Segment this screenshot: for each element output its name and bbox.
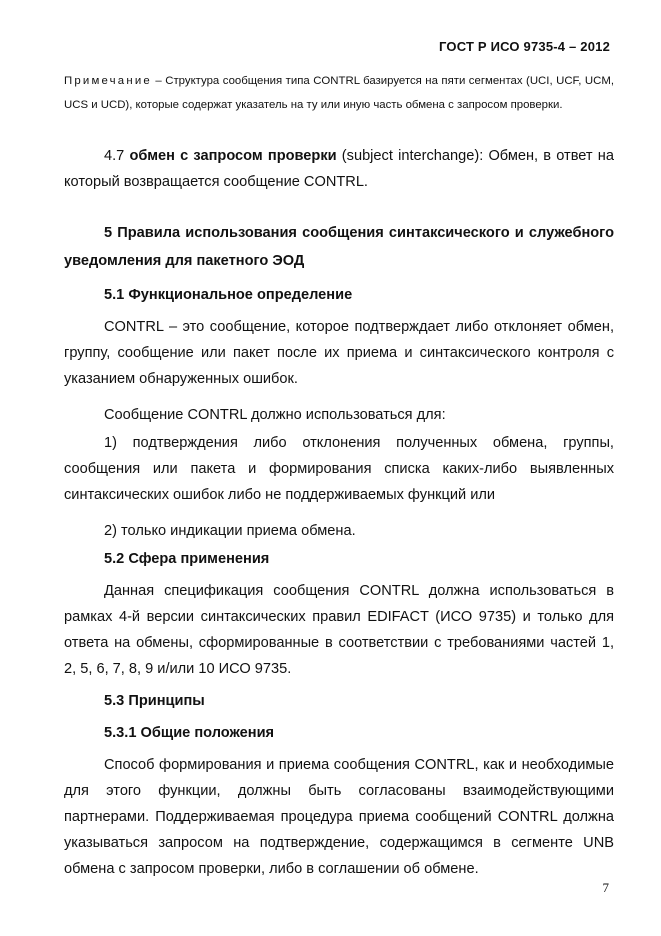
- paragraph-5-3-1: Способ формирования и приема сообщения CONTRL, как и необходимые для этого функции, должны быть согласованы взаимодействующими партнерами. Поддерживаемая процедура приема сообщений CONTRL должна указываться запросом на подтверждение, содержащимся в сегменте UNB обмена с запросом проверки, либо в соглашении об обмене.: [64, 757, 614, 877]
- definition-number: 4.7: [104, 148, 125, 164]
- paragraph-5-2: Данная спецификация сообщения CONTRL должна использоваться в рамках 4-й версии синтаксических правил EDIFACT (ИСО 9735) и только для ответа на обмены, сформированные в соответствии с требованиями частей 1, 2, 5, 6, 7, 8, 9 и/или 10 ИСО 9735.: [64, 583, 614, 677]
- standard-header: ГОСТ Р ИСО 9735-4 – 2012: [439, 39, 610, 54]
- heading-5-2: 5.2 Сфера применения: [104, 551, 270, 567]
- paragraph-5-1-2: Сообщение CONTRL должно использоваться для:: [104, 407, 446, 423]
- subsection-5-2: [64, 546, 614, 682]
- definition-4-7: [64, 143, 614, 195]
- paragraph-5-1-1: CONTRL – это сообщение, которое подтверждает либо отклоняет обмен, группу, сообщение или пакет после их приема и синтаксического контроля с указанием обнаруженных ошибок.: [64, 319, 614, 387]
- note-paragraph: [64, 70, 614, 117]
- definition-english: (subject interchange): [341, 148, 480, 164]
- note-label: Примечание: [64, 75, 152, 87]
- heading-5-3: 5.3 Принципы: [104, 693, 205, 709]
- page-number: 7: [602, 880, 609, 895]
- section-5-heading: 5 Правила использования сообщения синтаксического и служебного уведомления для пакетного ЭОД: [64, 225, 614, 269]
- heading-5-3-1: 5.3.1 Общие положения: [104, 725, 275, 741]
- note-text: – Структура сообщения типа CONTRL базируется на пяти сегментах (UCI, UCF, UCM, UCS и UCD), которые содержат указатель на ту или иную часть обмена с запросом проверки.: [64, 75, 614, 111]
- subsection-5-1: [64, 282, 614, 544]
- list-item-1: 1) подтверждения либо отклонения полученных обмена, группы, сообщения или пакета и формирования списка каких-либо выявленных синтаксических ошибок либо не поддерживаемых функций или: [64, 435, 614, 503]
- definition-term: обмен с запросом проверки: [129, 148, 337, 164]
- subsection-5-3: [64, 688, 614, 882]
- definition-text: : Обмен, в ответ на который возвращается сообщение CONTRL.: [64, 148, 614, 190]
- heading-5-1: 5.1 Функциональное определение: [104, 287, 353, 303]
- list-item-2: 2) только индикации приема обмена.: [104, 523, 356, 539]
